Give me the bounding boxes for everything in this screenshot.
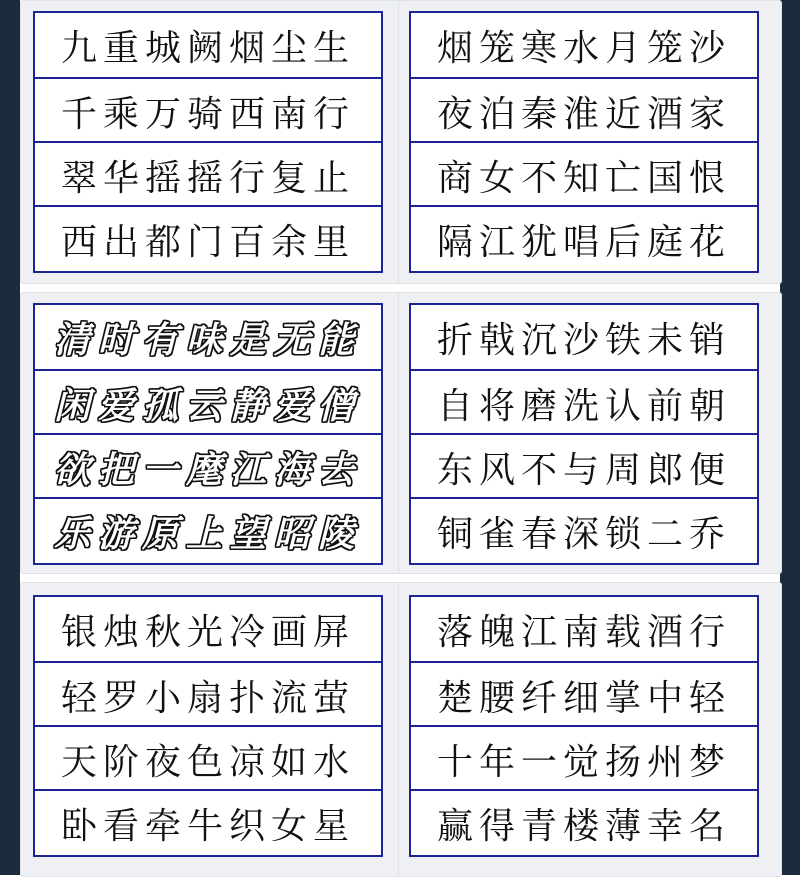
poem-card-3 xyxy=(33,303,383,565)
poem-line: 楚腰纤细掌中轻 xyxy=(411,661,757,727)
poem-line: 自将磨洗认前朝 xyxy=(411,369,757,435)
poem-line: 隔江犹唱后庭花 xyxy=(411,205,757,271)
poem-line: 清时有味是无能 xyxy=(53,318,362,361)
poem-line: 乐游原上望昭陵 xyxy=(35,497,381,563)
poem-card-4 xyxy=(409,303,759,565)
poem-line: 天阶夜色凉如水 xyxy=(35,725,381,791)
poem-line: 轻罗小扇扑流萤 xyxy=(35,661,381,727)
left-dark-border xyxy=(0,0,20,875)
poem-card-5 xyxy=(33,595,383,857)
poem-line: 闲爱孤云静爱僧 xyxy=(35,369,381,435)
poem-line: 翠华摇摇行复止 xyxy=(35,141,381,207)
poem-line: 卧看牵牛织女星 xyxy=(35,789,381,855)
poem-line: 银烛秋光冷画屏 xyxy=(60,611,355,653)
poem-line: 商女不知亡国恨 xyxy=(411,141,757,207)
poem-card-1 xyxy=(33,11,383,273)
poem-line: 西出都门百余里 xyxy=(35,205,381,271)
poem-line: 落魄江南载酒行 xyxy=(436,611,731,653)
poem-line: 赢得青楼薄幸名 xyxy=(411,789,757,855)
poem-line: 千乘万骑西南行 xyxy=(35,77,381,143)
poem-line: 铜雀春深锁二乔 xyxy=(411,497,757,563)
poem-line: 折戟沉沙铁未销 xyxy=(436,319,731,361)
poem-line: 欲把一麾江海去 xyxy=(35,433,381,499)
poem-line: 十年一觉扬州梦 xyxy=(411,725,757,791)
poem-card-6 xyxy=(409,595,759,857)
poem-line: 东风不与周郎便 xyxy=(411,433,757,499)
poem-line: 烟笼寒水月笼沙 xyxy=(436,27,731,69)
poem-line: 夜泊秦淮近酒家 xyxy=(411,77,757,143)
poem-card-2 xyxy=(409,11,759,273)
poem-line: 九重城阙烟尘生 xyxy=(60,27,355,69)
right-dark-border xyxy=(780,0,800,875)
